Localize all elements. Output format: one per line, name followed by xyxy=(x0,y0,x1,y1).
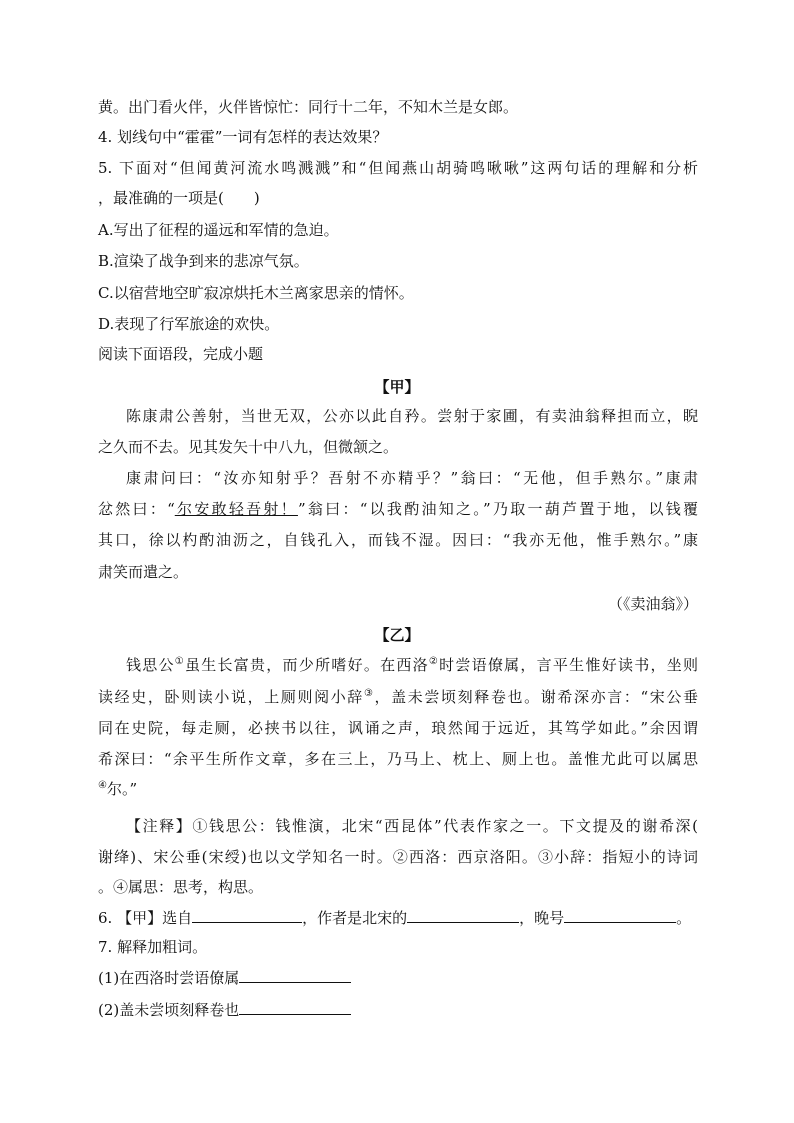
passage-jia-line: 康肃问曰：“汝亦知射乎？吾射不亦精乎？”翁曰：“无他，但手熟尔。”康肃 xyxy=(126,469,698,487)
annotation-line: 谢绛)、宋公垂(宋绶)也以文学知名一时。②西洛：西京洛阳。③小辞：指短小的诗词 xyxy=(98,848,698,866)
passage-yi-line xyxy=(126,654,698,676)
answer-blank[interactable] xyxy=(239,966,351,983)
option-d: D.表现了行军旅途的欢快。 xyxy=(98,315,280,333)
reading-intro: 阅读下面语段，完成小题 xyxy=(98,345,264,363)
question-7-item-1 xyxy=(98,966,351,989)
text-span: 忿然曰：“ xyxy=(98,500,175,518)
text-span: 6. 【甲】选自 xyxy=(98,909,193,927)
text-span: 尔。” xyxy=(106,780,138,798)
passage-yi-line: 希深曰：“余平生所作文章，多在三上，乃马上、枕上、厕上也。盖惟尤此可以属思 xyxy=(98,750,698,768)
note-marker: ④ xyxy=(98,780,107,791)
note-marker: ② xyxy=(428,656,440,667)
text-span: 虽生长富贵，而少所嗜好。在西洛 xyxy=(185,656,429,674)
answer-blank[interactable] xyxy=(239,998,351,1015)
passage-jia-line: 陈康肃公善射，当世无双，公亦以此自矜。尝射于家圃，有卖油翁释担而立，睨 xyxy=(126,407,698,425)
passage-yi-heading: 【乙】 xyxy=(374,626,420,644)
text-span: (2)盖未尝顷刻释卷也 xyxy=(98,1001,240,1019)
annotation-line: 【注释】①钱思公：钱惟演，北宋“西昆体”代表作家之一。下文提及的谢希深( xyxy=(126,817,698,835)
question-7-item-2 xyxy=(98,998,351,1021)
text-span: 。 xyxy=(676,909,692,927)
passage-yi-line xyxy=(98,686,698,708)
text-span: (1)在西洛时尝语僚属 xyxy=(98,969,240,987)
text-span: 钱思公 xyxy=(126,656,175,674)
passage-yi-line xyxy=(98,778,137,800)
text-span: ，盖未尝顷刻释卷也。谢希深亦言：“宋公垂 xyxy=(374,688,698,706)
passage-jia-line: 其口，徐以杓酌油沥之，自钱孔入，而钱不湿。因曰：“我亦无他，惟手熟尔。”康 xyxy=(98,531,698,549)
text-span: ，晚号 xyxy=(519,909,565,927)
passage-jia-source: （《卖油翁》） xyxy=(607,595,698,613)
note-marker: ① xyxy=(174,656,186,667)
question-6 xyxy=(98,906,691,929)
note-marker: ③ xyxy=(363,688,375,699)
passage-jia-line: 肃笑而遣之。 xyxy=(98,563,189,581)
annotation-line: 。④属思：思考，构思。 xyxy=(98,878,264,896)
passage-yi-line: 同在史院，每走厕，必挟书以往，讽诵之声，琅然闻于远近，其笃学如此。”余因谓 xyxy=(98,719,698,737)
answer-blank[interactable] xyxy=(564,906,676,923)
text-span: ，作者是北宋的 xyxy=(302,909,408,927)
question-7-title: 7. 解释加粗词。 xyxy=(98,938,208,956)
passage-jia-line xyxy=(98,498,698,520)
passage-jia-line: 之久而不去。见其发矢十中八九，但微颔之。 xyxy=(98,438,399,456)
text-span: 时尝语僚属，言平生惟好读书，坐则 xyxy=(439,656,698,674)
option-b: B.渲染了战争到来的悲凉气氛。 xyxy=(98,252,309,270)
poem-fragment: 黄。出门看火伴，火伴皆惊忙：同行十二年，不知木兰是女郎。 xyxy=(98,98,519,116)
question-5-line-1: 5. 下面对“但闻黄河流水鸣溅溅”和“但闻燕山胡骑鸣啾啾”这两句话的理解和分析 xyxy=(98,159,698,177)
option-c: C.以宿营地空旷寂凉烘托木兰离家思亲的情怀。 xyxy=(98,284,414,302)
text-span: 读经史，卧则读小说，上厕则阅小辞 xyxy=(98,688,364,706)
text-span: ”翁曰：“以我酌油知之。”乃取一葫芦置于地，以钱覆 xyxy=(297,500,698,518)
underlined-sentence: 尔安敢轻吾射！ xyxy=(174,500,298,518)
answer-blank[interactable] xyxy=(407,906,519,923)
question-4: 4. 划线句中“霍霍”一词有怎样的表达效果？ xyxy=(98,128,388,146)
option-a: A.写出了征程的遥远和军情的急迫。 xyxy=(98,221,339,239)
question-5-line-2: ，最准确的一项是( ) xyxy=(98,189,260,207)
passage-jia-heading: 【甲】 xyxy=(374,378,420,396)
answer-blank[interactable] xyxy=(192,906,302,923)
